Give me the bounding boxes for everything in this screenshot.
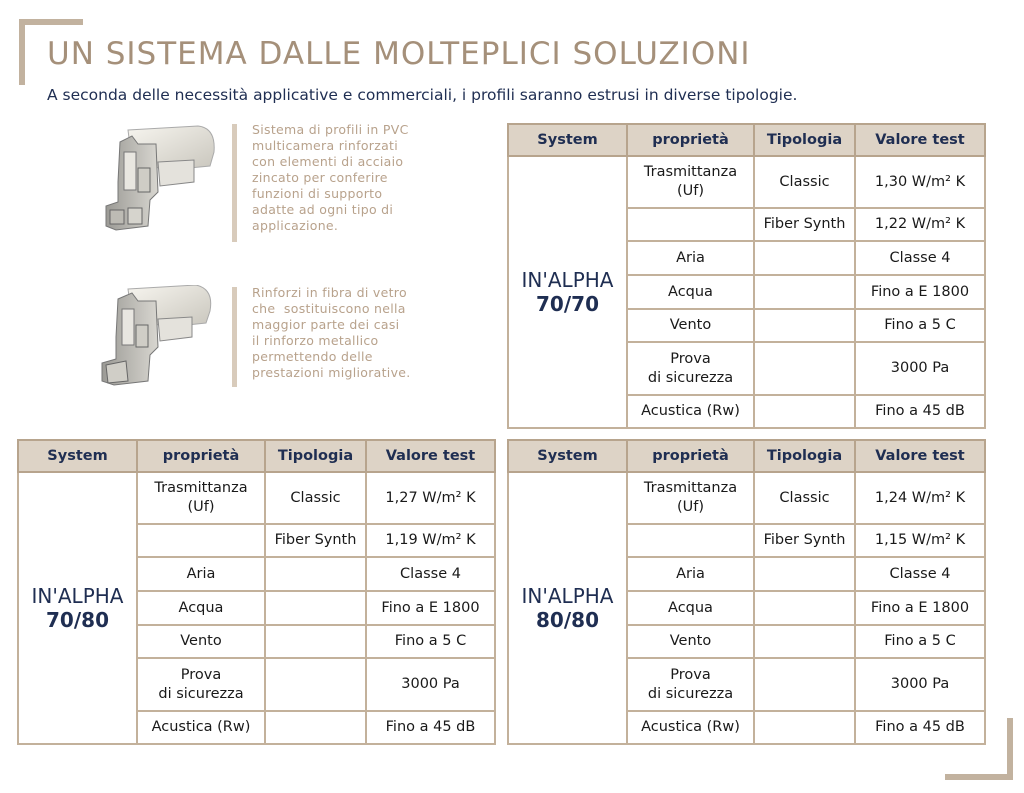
system-name: IN'ALPHA [521, 584, 614, 608]
product-description: Rinforzi in fibra di vetro che sostituiscono nella maggior parte dei casi il rinforzo metallico permettendo delle prestazioni migliorative. [252, 285, 411, 380]
value-cell: 3000 Pa [366, 658, 495, 711]
property-cell: Trasmittanza (Uf) [137, 472, 265, 524]
property-cell: Vento [627, 309, 754, 342]
header-system: System [18, 440, 137, 472]
value-cell: 1,15 W/m² K [855, 524, 985, 557]
value-cell: 1,24 W/m² K [855, 472, 985, 524]
type-cell [754, 342, 855, 395]
page-title: UN SISTEMA DALLE MOLTEPLICI SOLUZIONI [47, 36, 751, 72]
header-value: Valore test [855, 124, 985, 156]
system-cell [18, 472, 137, 744]
value-cell: Classe 4 [366, 557, 495, 591]
type-cell [754, 557, 855, 591]
product-pvc [98, 122, 458, 247]
product-description: Sistema di profili in PVC multicamera rinforzati con elementi di acciaio zincato per conferire funzioni di supporto adatte ad ogni tipo di applicazione. [252, 122, 409, 233]
system-cell [508, 156, 627, 428]
type-cell [265, 625, 366, 658]
product-fiberglass [98, 285, 458, 390]
value-cell: 3000 Pa [855, 658, 985, 711]
system-name: IN'ALPHA [31, 584, 124, 608]
property-cell: Trasmittanza (Uf) [627, 156, 754, 208]
value-cell: Fino a 45 dB [366, 711, 495, 744]
type-cell: Classic [265, 472, 366, 524]
property-cell: Acqua [627, 275, 754, 309]
type-cell [754, 309, 855, 342]
value-cell: 3000 Pa [855, 342, 985, 395]
type-cell [754, 658, 855, 711]
type-cell [754, 711, 855, 744]
property-cell: Vento [137, 625, 265, 658]
value-cell: Fino a 5 C [855, 309, 985, 342]
page-subtitle: A seconda delle necessità applicative e commerciali, i profili saranno estrusi in diverse tipologie. [47, 86, 798, 104]
header-system: System [508, 440, 627, 472]
value-cell: 1,19 W/m² K [366, 524, 495, 557]
system-model: 80/80 [536, 608, 599, 632]
header-type: Tipologia [265, 440, 366, 472]
value-cell: Fino a E 1800 [855, 591, 985, 625]
property-cell [627, 524, 754, 557]
property-cell: Vento [627, 625, 754, 658]
system-name: IN'ALPHA [521, 268, 614, 292]
spec-table-80-80 [507, 439, 986, 745]
property-cell: Prova di sicurezza [627, 658, 754, 711]
type-cell: Classic [754, 156, 855, 208]
type-cell [754, 241, 855, 275]
description-divider [232, 287, 237, 387]
header-value: Valore test [855, 440, 985, 472]
header-type: Tipologia [754, 124, 855, 156]
value-cell: Fino a 5 C [855, 625, 985, 658]
value-cell: 1,27 W/m² K [366, 472, 495, 524]
value-cell: Fino a E 1800 [366, 591, 495, 625]
type-cell [265, 557, 366, 591]
property-cell: Prova di sicurezza [137, 658, 265, 711]
type-cell [754, 395, 855, 428]
type-cell [265, 658, 366, 711]
header-property: proprietà [137, 440, 265, 472]
header-property: proprietà [627, 440, 754, 472]
property-cell: Aria [137, 557, 265, 591]
type-cell [265, 711, 366, 744]
property-cell: Trasmittanza (Uf) [627, 472, 754, 524]
system-model: 70/80 [46, 608, 109, 632]
system-model: 70/70 [536, 292, 599, 316]
value-cell: Fino a E 1800 [855, 275, 985, 309]
spec-table-70-70 [507, 123, 986, 429]
header-value: Valore test [366, 440, 495, 472]
fiberglass-window-profile-icon [98, 285, 218, 403]
property-cell: Acqua [137, 591, 265, 625]
value-cell: 1,22 W/m² K [855, 208, 985, 241]
type-cell: Fiber Synth [754, 208, 855, 241]
pvc-window-profile-icon [98, 122, 218, 240]
header-property: proprietà [627, 124, 754, 156]
type-cell [754, 275, 855, 309]
type-cell [754, 625, 855, 658]
value-cell: Fino a 5 C [366, 625, 495, 658]
system-cell [508, 472, 627, 744]
type-cell: Fiber Synth [265, 524, 366, 557]
property-cell: Acqua [627, 591, 754, 625]
spec-table-70-80 [17, 439, 496, 745]
property-cell [137, 524, 265, 557]
property-cell: Aria [627, 241, 754, 275]
description-divider [232, 124, 237, 242]
type-cell: Fiber Synth [754, 524, 855, 557]
value-cell: Fino a 45 dB [855, 395, 985, 428]
header-system: System [508, 124, 627, 156]
value-cell: Classe 4 [855, 241, 985, 275]
property-cell: Acustica (Rw) [137, 711, 265, 744]
header-type: Tipologia [754, 440, 855, 472]
type-cell: Classic [754, 472, 855, 524]
value-cell: 1,30 W/m² K [855, 156, 985, 208]
property-cell: Aria [627, 557, 754, 591]
type-cell [754, 591, 855, 625]
property-cell: Acustica (Rw) [627, 711, 754, 744]
property-cell: Acustica (Rw) [627, 395, 754, 428]
property-cell [627, 208, 754, 241]
value-cell: Fino a 45 dB [855, 711, 985, 744]
property-cell: Prova di sicurezza [627, 342, 754, 395]
value-cell: Classe 4 [855, 557, 985, 591]
type-cell [265, 591, 366, 625]
